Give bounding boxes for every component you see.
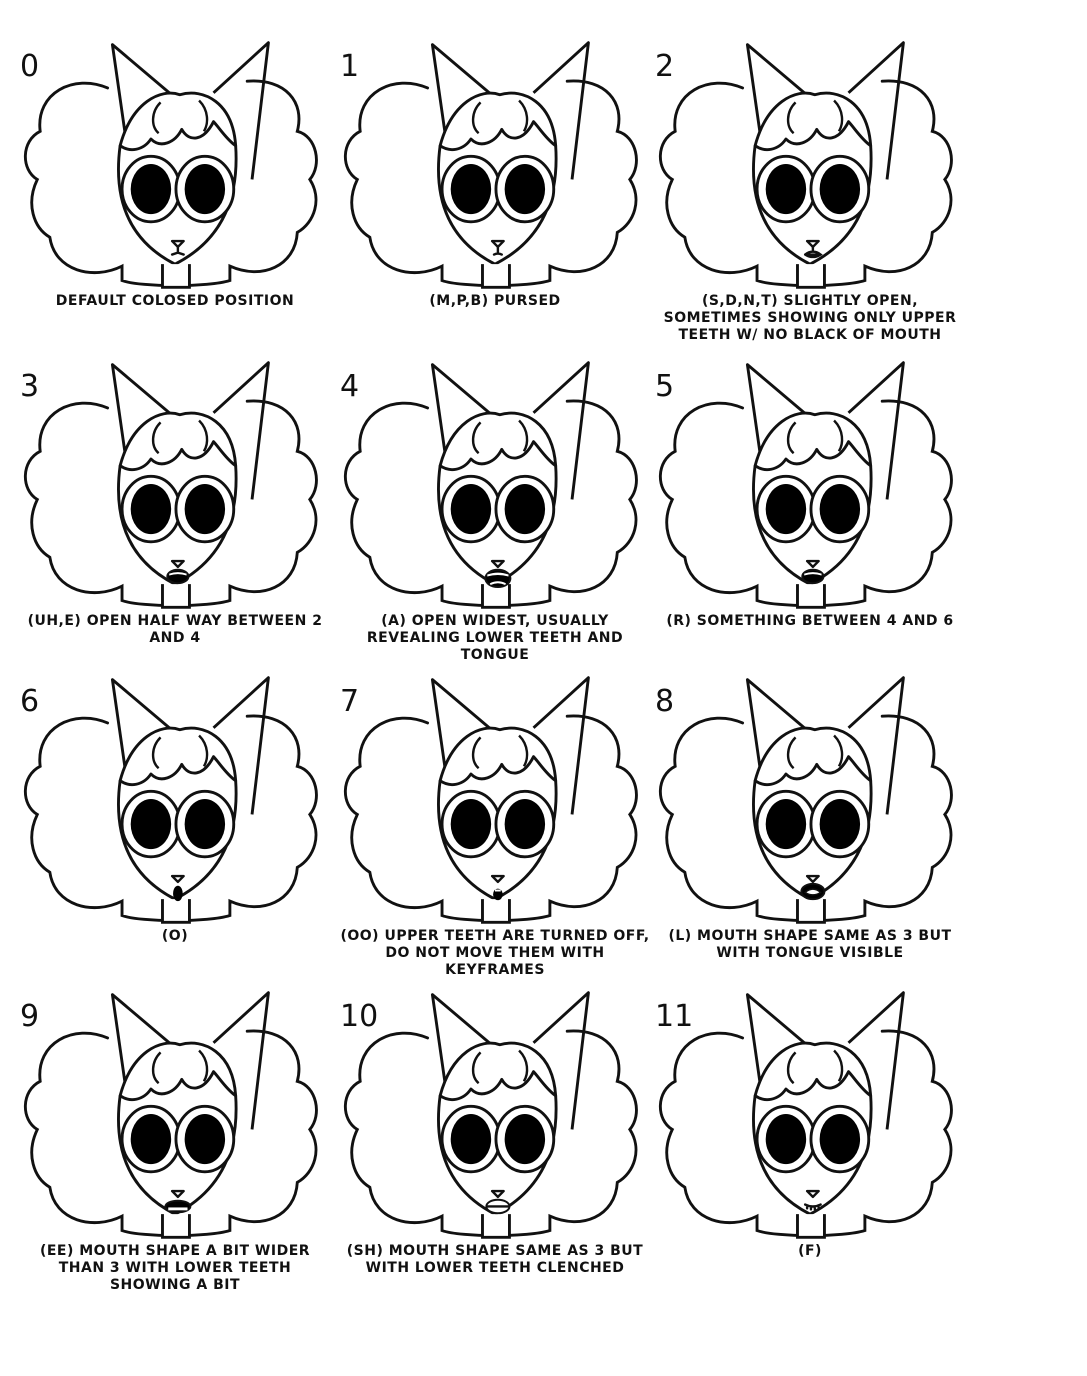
head-outline [25,993,316,1238]
frame-number: 8 [655,684,675,719]
head-outline [345,678,636,923]
frame-number: 4 [340,369,360,404]
mouth-frame-8 [645,670,975,1000]
character-head [330,985,660,1245]
mouth-frame-9 [10,985,340,1315]
mouth-frame-4 [330,355,660,685]
mouth-oo [493,889,503,901]
mouth-half [167,570,188,583]
frame-number: 10 [340,999,379,1034]
frame-caption: (EE) MOUTH SHAPE A BIT WIDER THAN 3 WITH LOWER TEETH SHOWING A BIT [39,1243,311,1293]
frame-caption: (S,D,N,T) SLIGHTLY OPEN, SOMETIMES SHOWING ONLY UPPER TEETH W/ NO BLACK OF MOUTH [663,293,957,343]
frame-number: 6 [20,684,40,719]
frame-caption: (O) [161,928,189,944]
frame-caption: (OO) UPPER TEETH ARE TURNED OFF, DO NOT MOVE THEM WITH KEYFRAMES [340,928,650,978]
frame-caption: (A) OPEN WIDEST, USUALLY REVEALING LOWER TEETH AND TONGUE [366,613,624,663]
frame-caption: (R) SOMETHING BETWEEN 4 AND 6 [666,613,954,629]
mouth-frame-3 [10,355,340,685]
mouth-half [802,570,823,583]
frame-number: 11 [655,999,694,1034]
character-head [330,670,660,930]
mouth-frame-11 [645,985,975,1315]
character-head [645,35,975,295]
frame-caption: (UH,E) OPEN HALF WAY BETWEEN 2 AND 4 [27,613,323,646]
character-head [330,35,660,295]
frame-number: 9 [20,999,40,1034]
mouth-o [173,886,183,901]
character-head [330,355,660,615]
frame-number: 3 [20,369,40,404]
mouth-frame-5 [645,355,975,685]
head-outline [660,43,951,288]
head-outline [345,43,636,288]
mouth-wide [485,570,510,587]
character-head [10,985,340,1245]
mouth-frame-0 [10,35,340,365]
character-head [645,355,975,615]
frame-caption: (M,P,B) PURSED [429,293,561,309]
frame-caption: DEFAULT COLOSED POSITION [55,293,295,309]
mouth-frame-1 [330,35,660,365]
character-head [645,985,975,1245]
mouth-ee [165,1201,190,1213]
character-head [10,355,340,615]
head-outline [660,993,951,1238]
frame-number: 5 [655,369,675,404]
mouth-sh [486,1200,509,1213]
frame-number: 1 [340,49,360,84]
character-head [645,670,975,930]
frame-number: 2 [655,49,675,84]
frame-caption: (L) MOUTH SHAPE SAME AS 3 BUT WITH TONGUE VISIBLE [668,928,952,961]
mouth-tongue [801,884,824,899]
character-head [10,670,340,930]
mouth-frame-10 [330,985,660,1315]
frame-caption: (SH) MOUTH SHAPE SAME AS 3 BUT WITH LOWER TEETH CLENCHED [346,1243,644,1276]
mouth-frame-6 [10,670,340,1000]
head-outline [25,678,316,923]
frame-caption: (F) [798,1243,822,1259]
head-outline [25,43,316,288]
mouth-frame-2 [645,35,975,365]
mouth-frame-7 [330,670,660,1000]
frame-number: 7 [340,684,360,719]
frame-number: 0 [20,49,40,84]
character-head [10,35,340,295]
